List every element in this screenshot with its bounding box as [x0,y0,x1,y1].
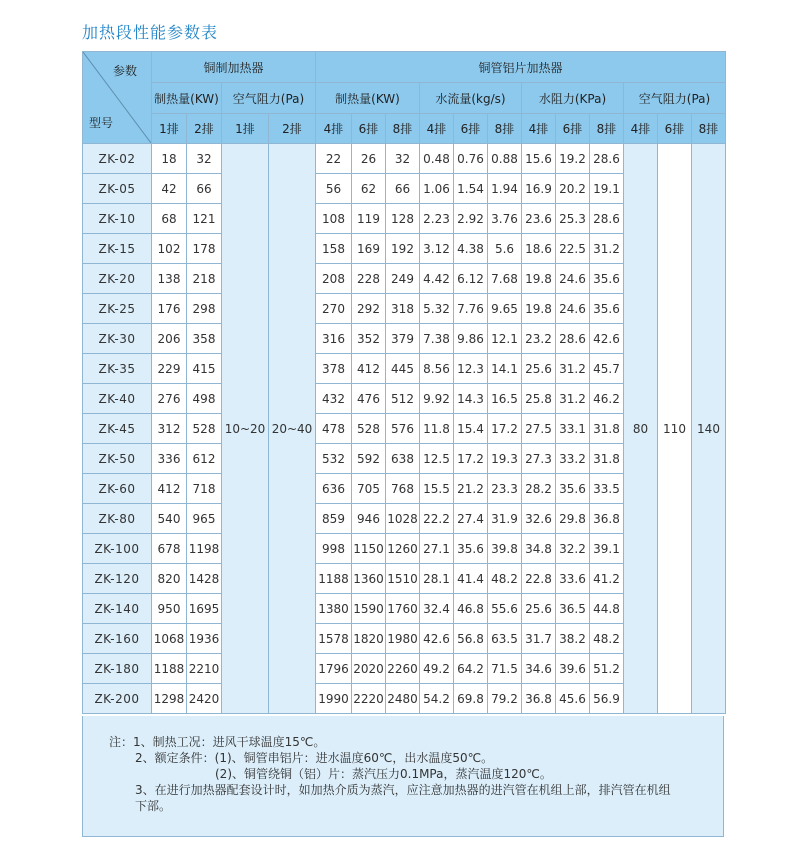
note-line: (2)、铜管绕铜（铝）片：蒸汽压力0.1MPa，蒸汽温度120℃。 [215,767,552,781]
copper-heat-2-cell: 965 [187,504,222,534]
value-cell-f4: 32.4 [420,594,454,624]
group-finned-heater: 铜管铝片加热器 [316,52,726,83]
value-cell-r6: 38.2 [556,624,590,654]
value-cell-r8: 36.8 [590,504,624,534]
value-cell-f4: 7.38 [420,324,454,354]
copper-heat-2-cell: 1695 [187,594,222,624]
value-cell-f6: 2.92 [454,204,488,234]
value-cell-h6: 946 [352,504,386,534]
value-cell-h8: 638 [386,444,420,474]
model-cell: ZK-05 [83,174,152,204]
value-cell-f4: 42.6 [420,624,454,654]
copper-heat-2-cell: 2210 [187,654,222,684]
value-cell-h4: 158 [316,234,352,264]
value-cell-r8: 31.8 [590,414,624,444]
value-cell-h8: 318 [386,294,420,324]
header-diagonal-cell [83,52,152,144]
value-cell-r8: 35.6 [590,264,624,294]
copper-heat-1-cell: 138 [152,264,187,294]
value-cell-f8: 48.2 [488,564,522,594]
note-line: 下部。 [135,799,172,813]
value-cell-f6: 4.38 [454,234,488,264]
value-cell-h8: 576 [386,414,420,444]
value-cell-f4: 5.32 [420,294,454,324]
value-cell-f6: 27.4 [454,504,488,534]
copper-heat-2-cell: 718 [187,474,222,504]
value-cell-h8: 1260 [386,534,420,564]
value-cell-r4: 28.2 [522,474,556,504]
value-cell-r8: 31.8 [590,444,624,474]
model-cell: ZK-15 [83,234,152,264]
value-cell-r4: 34.6 [522,654,556,684]
value-cell-h6: 26 [352,144,386,174]
value-cell-r4: 19.8 [522,264,556,294]
value-cell-r6: 33.6 [556,564,590,594]
value-cell-r6: 20.2 [556,174,590,204]
copper-heat-1-cell: 336 [152,444,187,474]
value-cell-f6: 46.8 [454,594,488,624]
value-cell-f4: 15.5 [420,474,454,504]
value-cell-f6: 0.76 [454,144,488,174]
row-count-label: 8排 [590,114,624,144]
value-cell-f6: 69.8 [454,684,488,714]
value-cell-r6: 22.5 [556,234,590,264]
table-row [83,144,726,174]
value-cell-h6: 1150 [352,534,386,564]
value-cell-h8: 1760 [386,594,420,624]
copper-heat-2-cell: 121 [187,204,222,234]
copper-heat-2-cell: 498 [187,384,222,414]
model-cell: ZK-180 [83,654,152,684]
notes-box [82,716,724,837]
copper-heat-2-cell: 298 [187,294,222,324]
model-cell: ZK-10 [83,204,152,234]
model-cell: ZK-140 [83,594,152,624]
copper-heat-1-cell: 678 [152,534,187,564]
value-cell-f8: 12.1 [488,324,522,354]
value-cell-h8: 249 [386,264,420,294]
value-cell-f6: 6.12 [454,264,488,294]
model-cell: ZK-40 [83,384,152,414]
row-count-label: 6排 [352,114,386,144]
value-cell-h8: 512 [386,384,420,414]
value-cell-h8: 379 [386,324,420,354]
finned-air-header: 空气阻力(Pa) [624,83,726,114]
value-cell-f8: 79.2 [488,684,522,714]
row-count-label: 8排 [386,114,420,144]
value-cell-f4: 22.2 [420,504,454,534]
row-count-label: 6排 [658,114,692,144]
value-cell-r8: 51.2 [590,654,624,684]
value-cell-f6: 15.4 [454,414,488,444]
value-cell-h6: 169 [352,234,386,264]
row-count-label: 6排 [454,114,488,144]
value-cell-h4: 22 [316,144,352,174]
value-cell-f8: 23.3 [488,474,522,504]
value-cell-f4: 49.2 [420,654,454,684]
copper-heat-1-cell: 176 [152,294,187,324]
value-cell-h6: 2020 [352,654,386,684]
value-cell-r4: 15.6 [522,144,556,174]
copper-heat-1-cell: 68 [152,204,187,234]
model-cell: ZK-20 [83,264,152,294]
value-cell-f6: 7.76 [454,294,488,324]
model-cell: ZK-80 [83,504,152,534]
copper-heat-header: 制热量(KW) [152,83,222,114]
value-cell-h6: 528 [352,414,386,444]
value-cell-r6: 25.3 [556,204,590,234]
row-count-label: 4排 [316,114,352,144]
value-cell-r6: 35.6 [556,474,590,504]
value-cell-h6: 119 [352,204,386,234]
value-cell-f4: 4.42 [420,264,454,294]
value-cell-f8: 16.5 [488,384,522,414]
value-cell-h6: 705 [352,474,386,504]
model-cell: ZK-120 [83,564,152,594]
value-cell-r4: 18.6 [522,234,556,264]
finned-air-6-cell: 110 [658,144,692,714]
value-cell-h8: 1980 [386,624,420,654]
value-cell-r6: 36.5 [556,594,590,624]
value-cell-f8: 71.5 [488,654,522,684]
group-copper-heater: 铜制加热器 [152,52,316,83]
copper-heat-2-cell: 66 [187,174,222,204]
value-cell-r8: 31.2 [590,234,624,264]
value-cell-f6: 9.86 [454,324,488,354]
value-cell-f8: 63.5 [488,624,522,654]
value-cell-f4: 28.1 [420,564,454,594]
value-cell-r8: 19.1 [590,174,624,204]
value-cell-r6: 32.2 [556,534,590,564]
value-cell-h4: 478 [316,414,352,444]
value-cell-r8: 35.6 [590,294,624,324]
model-cell: ZK-200 [83,684,152,714]
copper-heat-1-cell: 42 [152,174,187,204]
header-model-label: 型号 [89,116,114,130]
copper-heat-2-cell: 415 [187,354,222,384]
copper-air-1-cell: 10~20 [222,144,269,714]
value-cell-h6: 2220 [352,684,386,714]
value-cell-r4: 23.2 [522,324,556,354]
finned-water-res-header: 水阻力(KPa) [522,83,624,114]
copper-heat-2-cell: 2420 [187,684,222,714]
value-cell-f6: 56.8 [454,624,488,654]
value-cell-r4: 22.8 [522,564,556,594]
copper-heat-1-cell: 540 [152,504,187,534]
value-cell-h4: 532 [316,444,352,474]
row-count-label: 2排 [187,114,222,144]
parameter-table [82,51,726,714]
value-cell-h8: 128 [386,204,420,234]
value-cell-r8: 46.2 [590,384,624,414]
value-cell-h4: 859 [316,504,352,534]
value-cell-h4: 316 [316,324,352,354]
value-cell-h4: 208 [316,264,352,294]
rows-label-row [83,114,726,144]
copper-heat-1-cell: 820 [152,564,187,594]
value-cell-f8: 31.9 [488,504,522,534]
value-cell-h6: 228 [352,264,386,294]
value-cell-r8: 28.6 [590,144,624,174]
value-cell-f6: 12.3 [454,354,488,384]
value-cell-h8: 66 [386,174,420,204]
model-cell: ZK-50 [83,444,152,474]
value-cell-f6: 17.2 [454,444,488,474]
value-cell-f8: 17.2 [488,414,522,444]
value-cell-r4: 25.6 [522,354,556,384]
value-cell-h6: 1360 [352,564,386,594]
copper-air-header: 空气阻力(Pa) [222,83,316,114]
copper-heat-1-cell: 1068 [152,624,187,654]
value-cell-r6: 19.2 [556,144,590,174]
value-cell-f8: 3.76 [488,204,522,234]
value-cell-r8: 56.9 [590,684,624,714]
value-cell-h4: 1380 [316,594,352,624]
row-count-label: 1排 [222,114,269,144]
value-cell-f6: 14.3 [454,384,488,414]
value-cell-r6: 24.6 [556,294,590,324]
value-cell-h8: 32 [386,144,420,174]
value-cell-f4: 27.1 [420,534,454,564]
value-cell-h8: 445 [386,354,420,384]
value-cell-r6: 33.2 [556,444,590,474]
value-cell-f8: 14.1 [488,354,522,384]
value-cell-h4: 108 [316,204,352,234]
copper-heat-1-cell: 18 [152,144,187,174]
copper-air-2-cell: 20~40 [269,144,316,714]
parameter-table-wrap [82,51,726,714]
value-cell-h4: 270 [316,294,352,324]
value-cell-h4: 56 [316,174,352,204]
copper-heat-1-cell: 412 [152,474,187,504]
value-cell-h4: 636 [316,474,352,504]
value-cell-r6: 39.6 [556,654,590,684]
finned-air-4-cell: 80 [624,144,658,714]
value-cell-r8: 41.2 [590,564,624,594]
row-count-label: 8排 [692,114,726,144]
model-cell: ZK-35 [83,354,152,384]
value-cell-r6: 45.6 [556,684,590,714]
model-cell: ZK-25 [83,294,152,324]
value-cell-r4: 34.8 [522,534,556,564]
copper-heat-2-cell: 218 [187,264,222,294]
copper-heat-2-cell: 1428 [187,564,222,594]
value-cell-h6: 1590 [352,594,386,624]
value-cell-f4: 9.92 [420,384,454,414]
copper-heat-2-cell: 358 [187,324,222,354]
value-cell-r4: 25.6 [522,594,556,624]
value-cell-f8: 19.3 [488,444,522,474]
copper-heat-2-cell: 1198 [187,534,222,564]
value-cell-f4: 3.12 [420,234,454,264]
model-cell: ZK-02 [83,144,152,174]
value-cell-h8: 2260 [386,654,420,684]
value-cell-r6: 24.6 [556,264,590,294]
value-cell-h4: 1796 [316,654,352,684]
value-cell-f4: 0.48 [420,144,454,174]
value-cell-h8: 768 [386,474,420,504]
value-cell-r8: 42.6 [590,324,624,354]
value-cell-h8: 1510 [386,564,420,594]
finned-heat-header: 制热量(KW) [316,83,420,114]
value-cell-f6: 35.6 [454,534,488,564]
value-cell-r4: 31.7 [522,624,556,654]
value-cell-f4: 54.2 [420,684,454,714]
copper-heat-1-cell: 1188 [152,654,187,684]
note-line: 2、额定条件：(1)、铜管串铝片：进水温度60℃，出水温度50℃。 [135,751,494,765]
model-cell: ZK-30 [83,324,152,354]
copper-heat-1-cell: 229 [152,354,187,384]
value-cell-h4: 1990 [316,684,352,714]
copper-heat-2-cell: 32 [187,144,222,174]
value-cell-h6: 1820 [352,624,386,654]
value-cell-f8: 39.8 [488,534,522,564]
value-cell-r6: 33.1 [556,414,590,444]
value-cell-r4: 25.8 [522,384,556,414]
value-cell-h8: 192 [386,234,420,264]
value-cell-r6: 31.2 [556,384,590,414]
value-cell-r8: 45.7 [590,354,624,384]
value-cell-f4: 1.06 [420,174,454,204]
value-cell-r4: 27.3 [522,444,556,474]
row-count-label: 4排 [624,114,658,144]
row-count-label: 4排 [420,114,454,144]
value-cell-f4: 2.23 [420,204,454,234]
value-cell-f8: 9.65 [488,294,522,324]
model-cell: ZK-100 [83,534,152,564]
value-cell-r4: 16.9 [522,174,556,204]
finned-air-8-cell: 140 [692,144,726,714]
row-count-label: 2排 [269,114,316,144]
value-cell-h6: 352 [352,324,386,354]
note-line: 3、在进行加热器配套设计时，如加热介质为蒸汽，应注意加热器的进汽管在机组上部，排汽管在机组 [135,783,671,797]
value-cell-r6: 29.8 [556,504,590,534]
value-cell-r8: 28.6 [590,204,624,234]
copper-heat-1-cell: 950 [152,594,187,624]
value-cell-f4: 12.5 [420,444,454,474]
copper-heat-1-cell: 102 [152,234,187,264]
value-cell-r4: 36.8 [522,684,556,714]
row-count-label: 4排 [522,114,556,144]
value-cell-r4: 19.8 [522,294,556,324]
value-cell-r6: 31.2 [556,354,590,384]
row-count-label: 8排 [488,114,522,144]
copper-heat-2-cell: 612 [187,444,222,474]
value-cell-h6: 592 [352,444,386,474]
value-cell-r4: 32.6 [522,504,556,534]
row-count-label: 1排 [152,114,187,144]
value-cell-h4: 1188 [316,564,352,594]
value-cell-f8: 1.94 [488,174,522,204]
value-cell-f8: 5.6 [488,234,522,264]
value-cell-f6: 41.4 [454,564,488,594]
copper-heat-2-cell: 178 [187,234,222,264]
row-count-label: 6排 [556,114,590,144]
value-cell-h4: 998 [316,534,352,564]
finned-water-flow-header: 水流量(kg/s) [420,83,522,114]
value-cell-f4: 8.56 [420,354,454,384]
value-cell-h4: 1578 [316,624,352,654]
value-cell-h8: 2480 [386,684,420,714]
copper-heat-1-cell: 276 [152,384,187,414]
model-cell: ZK-160 [83,624,152,654]
value-cell-h6: 412 [352,354,386,384]
value-cell-h4: 432 [316,384,352,414]
note-line: 注：1、制热工况：进风干球温度15℃。 [109,735,326,749]
model-cell: ZK-45 [83,414,152,444]
model-cell: ZK-60 [83,474,152,504]
copper-heat-1-cell: 206 [152,324,187,354]
value-cell-f8: 7.68 [488,264,522,294]
value-cell-r4: 27.5 [522,414,556,444]
page-title: 加热段性能参数表 [82,23,219,42]
value-cell-f6: 21.2 [454,474,488,504]
value-cell-r8: 33.5 [590,474,624,504]
value-cell-f6: 64.2 [454,654,488,684]
value-cell-r6: 28.6 [556,324,590,354]
value-cell-r4: 23.6 [522,204,556,234]
value-cell-h4: 378 [316,354,352,384]
value-cell-r8: 39.1 [590,534,624,564]
copper-heat-1-cell: 312 [152,414,187,444]
value-cell-f8: 0.88 [488,144,522,174]
copper-heat-1-cell: 1298 [152,684,187,714]
copper-heat-2-cell: 1936 [187,624,222,654]
value-cell-f6: 1.54 [454,174,488,204]
value-cell-f4: 11.8 [420,414,454,444]
header-param-label: 参数 [112,64,137,78]
value-cell-f8: 55.6 [488,594,522,624]
value-cell-r8: 48.2 [590,624,624,654]
value-cell-h6: 62 [352,174,386,204]
value-cell-h6: 292 [352,294,386,324]
copper-heat-2-cell: 528 [187,414,222,444]
value-cell-r8: 44.8 [590,594,624,624]
value-cell-h6: 476 [352,384,386,414]
value-cell-h8: 1028 [386,504,420,534]
